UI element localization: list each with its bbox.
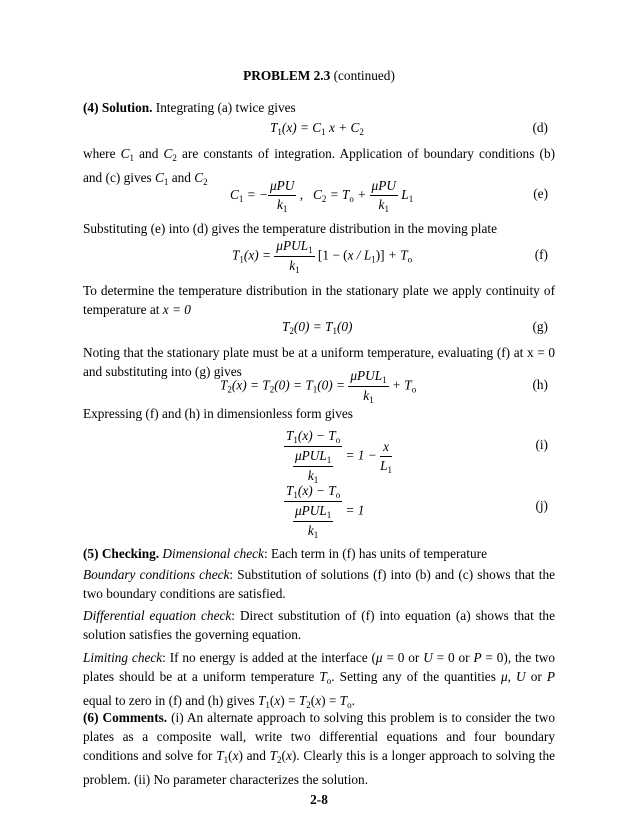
comments-paragraph: (6) Comments. (i) An alternate approach to solving this problem is to consider the two plates as a composite wall, write two differential equations and four boundary conditions and solve for $T_1(x)$ and $T_2(x)$. Clearly this is a longer approach to solving the problem. (ii) No parameter characterizes the solution. [83,710,555,787]
checking-heading: (5) Checking. [83,546,160,561]
where-paragraph: where $C_1$ and $C_2$ are constants of integration. Application of boundary conditions (b) and (c) gives $C_1$ and $C_2$ [83,146,556,187]
equation-i: $\frac{T_1(x) - T_o}{\frac{\mu PUL_1}{k_1}}$ = 1 − $\frac{x}{L_1}$ [286,428,392,485]
solution-heading: (4) Solution. [83,100,153,115]
limiting-check: Limiting check: If no energy is added at the interface (μ = 0 or U = 0 or P = 0), the two plates should be at a uniform temperature $T_o$. Setting any of the quantities μ, U or P equal to zero in (f) and (h) gives $T_1(x) = T_2(x) = T_o$. [83,650,556,710]
eqnum-i: (i) [535,437,548,452]
solution-intro: (4) Solution. Integrating (a) twice gives [83,100,296,115]
dimensionless-text: Expressing (f) and (h) in dimensionless form gives [83,406,353,421]
equation-e: $C_1$ = − $\frac{\text{μPU}}{k_1}$ , $C_2 = T_o$ + $\frac{\text{μPU}}{k_1}$ $L_1$ [230,178,414,214]
noting-paragraph: Noting that the stationary plate must be at a uniform temperature, evaluating (f) at x = 0 and substituting into (g) gives [83,345,555,379]
continuity-paragraph: To determine the temperature distribution in the stationary plate we apply continuity of temperature at x = 0 [83,283,555,317]
equation-h: $T_2(x) = T_2(0) = T_1(0)$ = $\frac{\mu PUL_1}{k_1}$ + $T_o$ [220,368,417,405]
equation-f: $T_1(x)$ = $\frac{\mu PUL_1}{k_1}$ $[1 - (x / L_1)] + T_o$ [232,238,413,275]
page-header [0,68,638,84]
substituting-e-text: Substituting (e) into (d) gives the temperature distribution in the moving plate [83,221,497,236]
page-number: 2-8 [310,792,328,807]
eqnum-f: (f) [534,247,548,262]
differential-equation-check: Differential equation check: Direct substitution of (f) into equation (a) shows that the solution satisfies the governing equation. [83,608,555,642]
dimensional-check: (5) Checking. Dimensional check: Each term in (f) has units of temperature [83,546,487,561]
boundary-conditions-check: Boundary conditions check: Substitution of solutions (f) into (b) and (c) shows that the two boundary conditions are satisfied. [83,567,555,601]
eqnum-h: (h) [532,377,548,392]
comments-heading: (6) Comments. [83,710,168,725]
eqnum-g: (g) [532,319,548,334]
eqnum-d: (d) [532,120,548,135]
eqnum-e: (e) [533,186,548,201]
eqnum-j: (j) [535,498,548,513]
equation-d: $T_1(x) = C_1$ $x + C_2$ [270,120,364,137]
equation-j: $\frac{T_1(x) - T_o}{\frac{\mu PUL_1}{k_1}}$ = 1 [286,483,365,540]
problem-title: PROBLEM 2.3 [243,68,331,83]
equation-g: $T_2(0) = T_1(0)$ [282,319,353,336]
problem-suffix: (continued) [333,68,395,83]
